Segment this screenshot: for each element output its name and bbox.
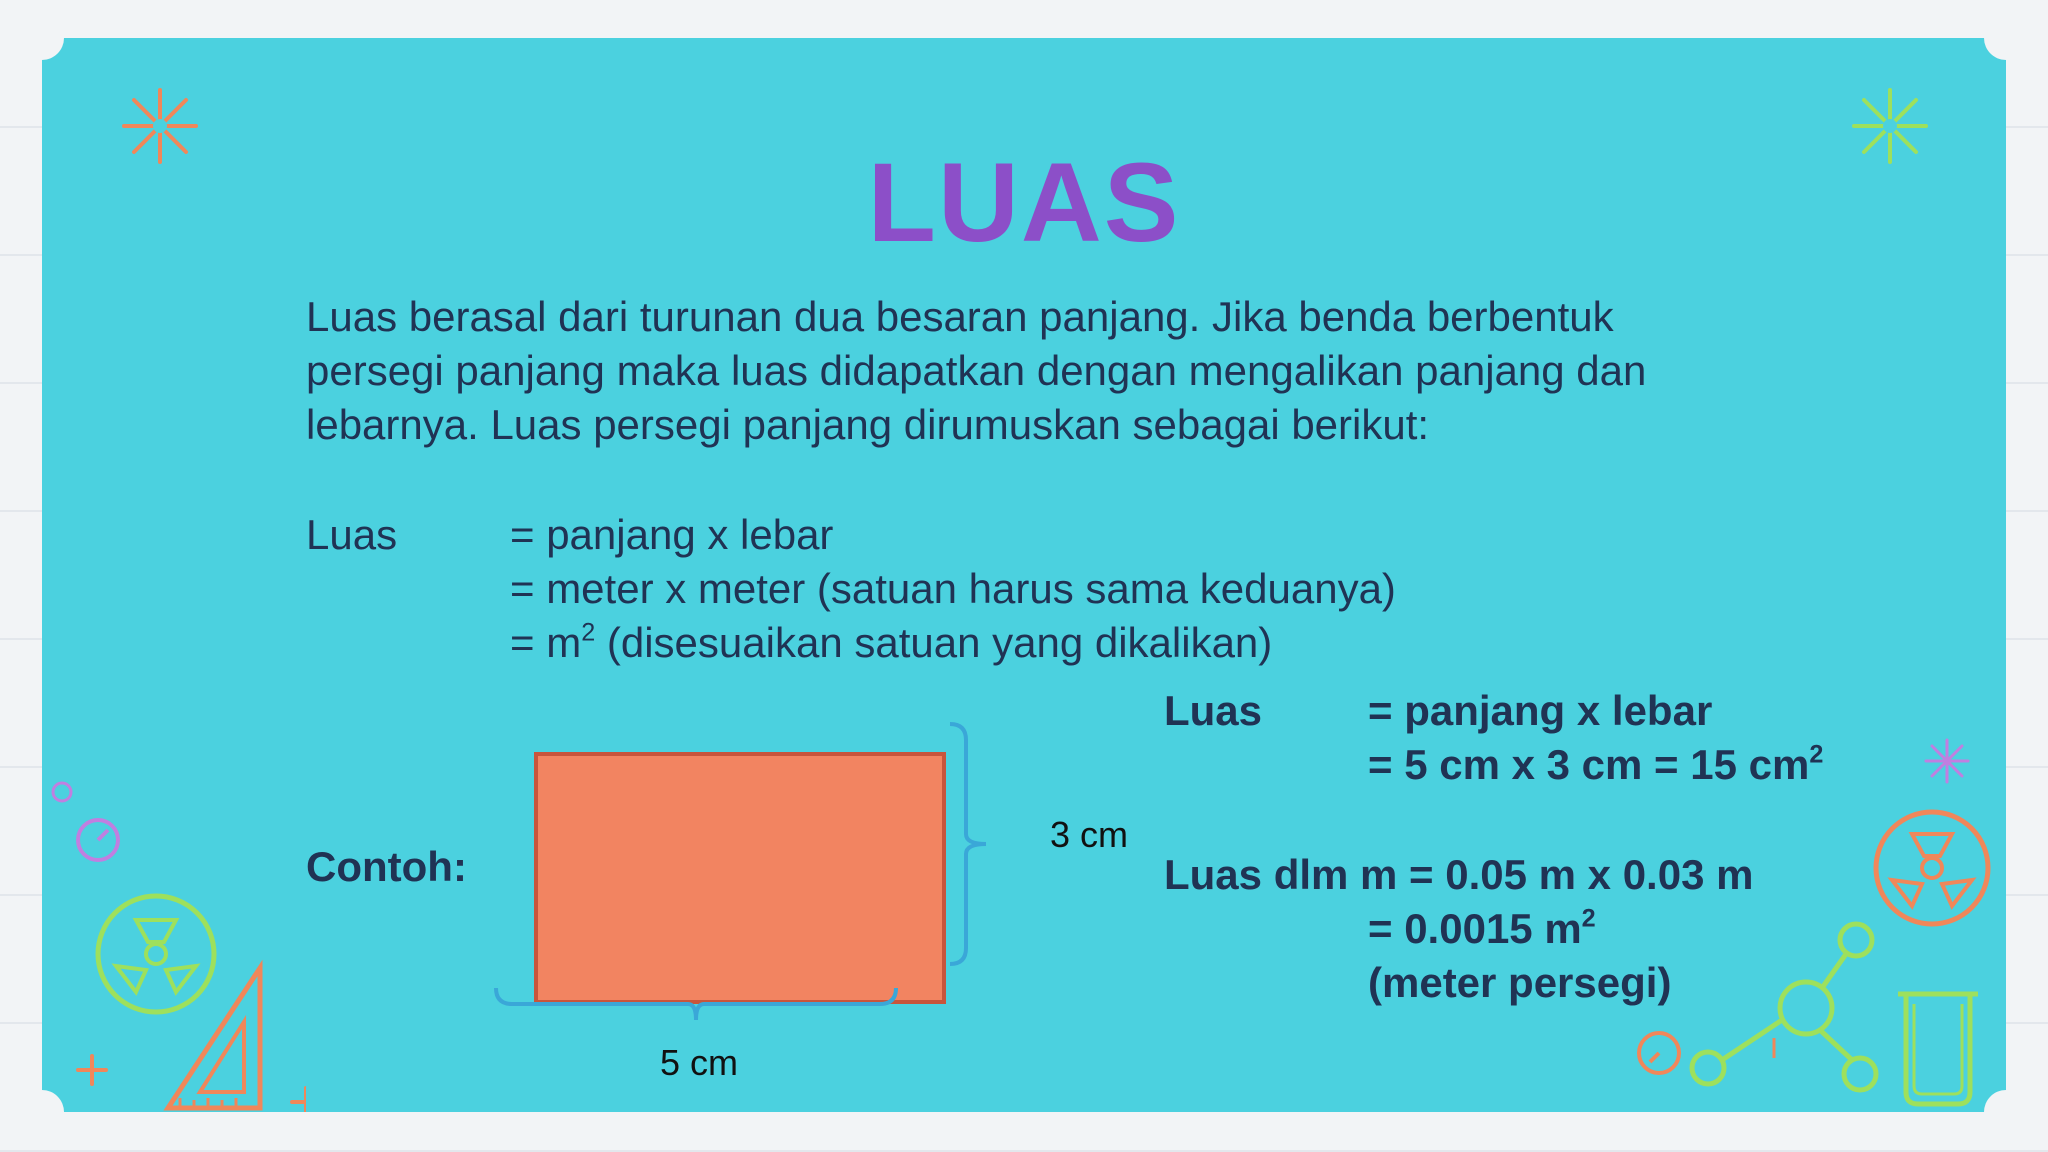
example-label: Contoh: <box>306 843 467 890</box>
height-label: 3 cm <box>1050 814 1129 855</box>
radiation-icon <box>1862 798 2002 938</box>
calc-line-2: = 5 cm x 3 cm = 15 $cm^2$ <box>1368 740 1824 788</box>
clock-icon <box>1634 1028 1684 1078</box>
calc-line-1: = panjang x lebar <box>1368 687 1713 734</box>
width-label: 5 cm <box>660 1042 739 1083</box>
sparkle-icon <box>1922 736 1972 786</box>
sparkle-icon <box>120 86 200 166</box>
formula-line-2: = meter x meter (satuan harus sama keduanya) <box>510 565 1396 612</box>
calc-line-4: = 0.0015 $m^2$ <box>1368 904 1596 952</box>
intro-line-1: Luas berasal dari turunan dua besaran panjang. Jika benda berbentuk <box>306 293 1614 340</box>
slide-title: LUAS <box>867 140 1181 265</box>
beaker-icon <box>1888 974 1988 1112</box>
intro-line-3: lebarnya. Luas persegi panjang dirumuskan sebagai berikut: <box>306 401 1430 448</box>
formula-line-3: = $m^2$ (disesuaikan satuan yang dikalikan) <box>510 618 1273 666</box>
formula-line-1: = panjang x lebar <box>510 511 834 558</box>
calc-line-5: (meter persegi) <box>1368 959 1672 1006</box>
intro-line-2: persegi panjang maka luas didapatkan dengan mengalikan panjang dan <box>306 347 1647 394</box>
slide-card <box>42 38 2006 1112</box>
calc-label: Luas <box>1164 687 1263 734</box>
molecule-icon <box>1662 918 1892 1112</box>
calc-line-3: Luas dlm m = 0.05 m x 0.03 m <box>1164 851 1754 898</box>
set-square-icon <box>160 958 270 1112</box>
formula-label: Luas <box>306 511 398 558</box>
sparkle-icon <box>1850 86 1930 166</box>
